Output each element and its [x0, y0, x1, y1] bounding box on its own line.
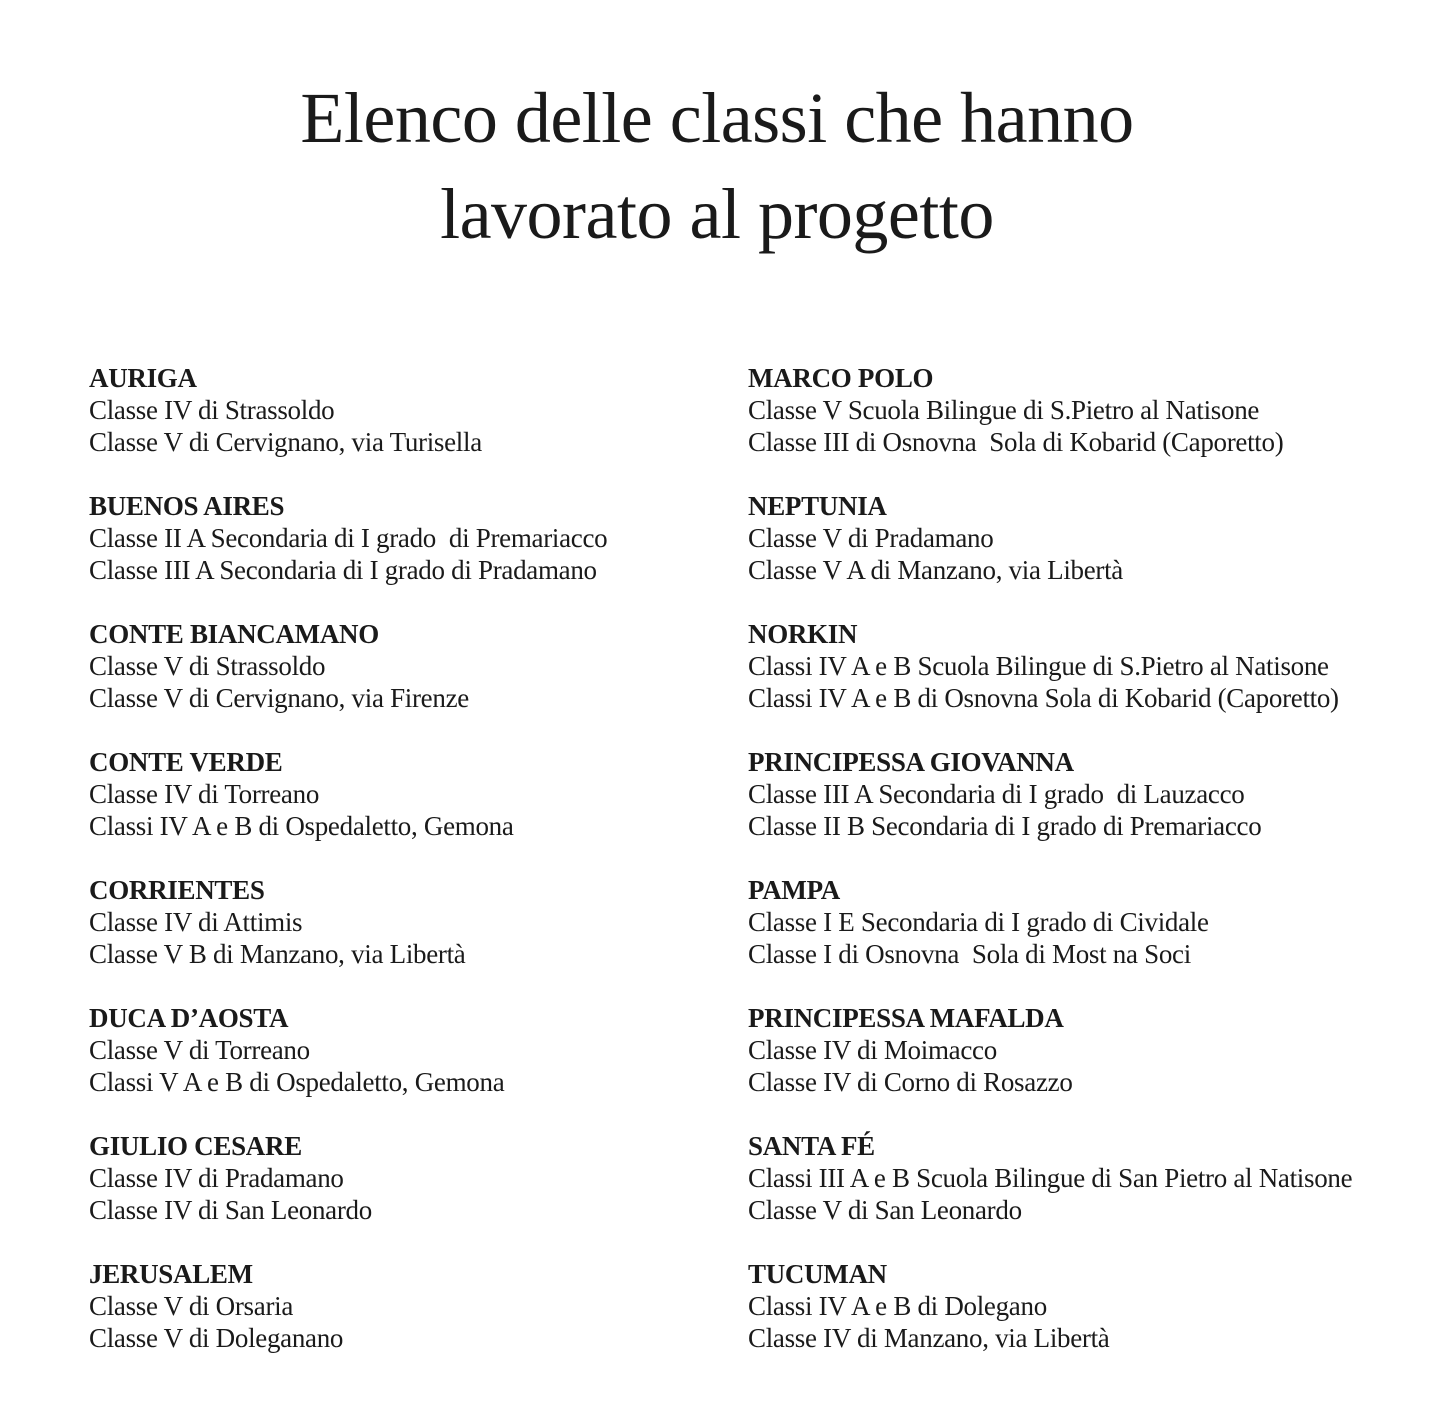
class-entry — [89, 1002, 709, 1130]
left-column — [89, 362, 709, 1386]
ship-name: BUENOS AIRES — [89, 491, 285, 521]
class-line: Classe IV di San Leonardo — [89, 1195, 372, 1225]
class-entry — [748, 746, 1428, 874]
class-line: Classi V A e B di Ospedaletto, Gemona — [89, 1067, 505, 1097]
class-line: Classe III di Osnovna Sola di Kobarid (Caporetto) — [748, 427, 1284, 457]
ship-name: TUCUMAN — [748, 1259, 887, 1289]
ship-name: DUCA D’AOSTA — [89, 1003, 289, 1033]
class-entry — [89, 490, 709, 618]
ship-name: JERUSALEM — [89, 1259, 253, 1289]
class-entry — [748, 874, 1428, 1002]
class-line: Classe V Scuola Bilingue di S.Pietro al Natisone — [748, 395, 1260, 425]
class-line: Classe V B di Manzano, via Libertà — [89, 939, 466, 969]
ship-name: CONTE BIANCAMANO — [89, 619, 379, 649]
class-line: Classe V di San Leonardo — [748, 1195, 1022, 1225]
class-entry — [748, 618, 1428, 746]
ship-name: NEPTUNIA — [748, 491, 887, 521]
class-entry — [89, 1258, 709, 1386]
class-line: Classe I di Osnovna Sola di Most na Soci — [748, 939, 1191, 969]
class-line: Classe V di Torreano — [89, 1035, 310, 1065]
class-entry — [89, 1130, 709, 1258]
class-line: Classi IV A e B Scuola Bilingue di S.Pietro al Natisone — [748, 651, 1329, 681]
class-line: Classe IV di Corno di Rosazzo — [748, 1067, 1073, 1097]
page-title-line-1: Elenco delle classi che hanno — [300, 78, 1134, 158]
ship-name: MARCO POLO — [748, 363, 934, 393]
ship-name: PRINCIPESSA GIOVANNA — [748, 747, 1074, 777]
class-line: Classe IV di Moimacco — [748, 1035, 997, 1065]
ship-name: AURIGA — [89, 363, 197, 393]
ship-name: SANTA FÉ — [748, 1131, 875, 1161]
ship-name: GIULIO CESARE — [89, 1131, 302, 1161]
class-line: Classe V di Cervignano, via Firenze — [89, 683, 469, 713]
class-line: Classe IV di Pradamano — [89, 1163, 344, 1193]
class-line: Classe V di Pradamano — [748, 523, 994, 553]
class-entry — [748, 1130, 1428, 1258]
class-line: Classe IV di Manzano, via Libertà — [748, 1323, 1110, 1353]
class-line: Classe IV di Attimis — [89, 907, 303, 937]
class-line: Classe V di Orsaria — [89, 1291, 294, 1321]
class-line: Classi IV A e B di Dolegano — [748, 1291, 1047, 1321]
class-entry — [748, 490, 1428, 618]
ship-name: PRINCIPESSA MAFALDA — [748, 1003, 1064, 1033]
class-line: Classe V di Doleganano — [89, 1323, 344, 1353]
class-line: Classe III A Secondaria di I grado di Lauzacco — [748, 779, 1245, 809]
class-line: Classe V di Cervignano, via Turisella — [89, 427, 482, 457]
class-entry — [748, 1002, 1428, 1130]
class-entry — [748, 362, 1428, 490]
right-column — [748, 362, 1428, 1386]
class-line: Classe II B Secondaria di I grado di Premariacco — [748, 811, 1262, 841]
page-title — [0, 70, 1434, 262]
class-entry — [89, 746, 709, 874]
class-line: Classi IV A e B di Ospedaletto, Gemona — [89, 811, 514, 841]
class-line: Classe V A di Manzano, via Libertà — [748, 555, 1123, 585]
class-line: Classi IV A e B di Osnovna Sola di Kobarid (Caporetto) — [748, 683, 1339, 713]
class-line: Classe I E Secondaria di I grado di Cividale — [748, 907, 1209, 937]
class-entry — [89, 618, 709, 746]
page-title-line-2: lavorato al progetto — [440, 174, 994, 254]
class-line: Classe V di Strassoldo — [89, 651, 326, 681]
ship-name: PAMPA — [748, 875, 840, 905]
class-line: Classe IV di Torreano — [89, 779, 320, 809]
class-line: Classe III A Secondaria di I grado di Pradamano — [89, 555, 597, 585]
ship-name: CONTE VERDE — [89, 747, 283, 777]
ship-name: CORRIENTES — [89, 875, 265, 905]
class-entry — [89, 362, 709, 490]
class-line: Classi III A e B Scuola Bilingue di San Pietro al Natisone — [748, 1163, 1353, 1193]
ship-name: NORKIN — [748, 619, 858, 649]
class-line: Classe IV di Strassoldo — [89, 395, 335, 425]
class-entry — [89, 874, 709, 1002]
class-line: Classe II A Secondaria di I grado di Premariacco — [89, 523, 608, 553]
class-entry — [748, 1258, 1428, 1386]
